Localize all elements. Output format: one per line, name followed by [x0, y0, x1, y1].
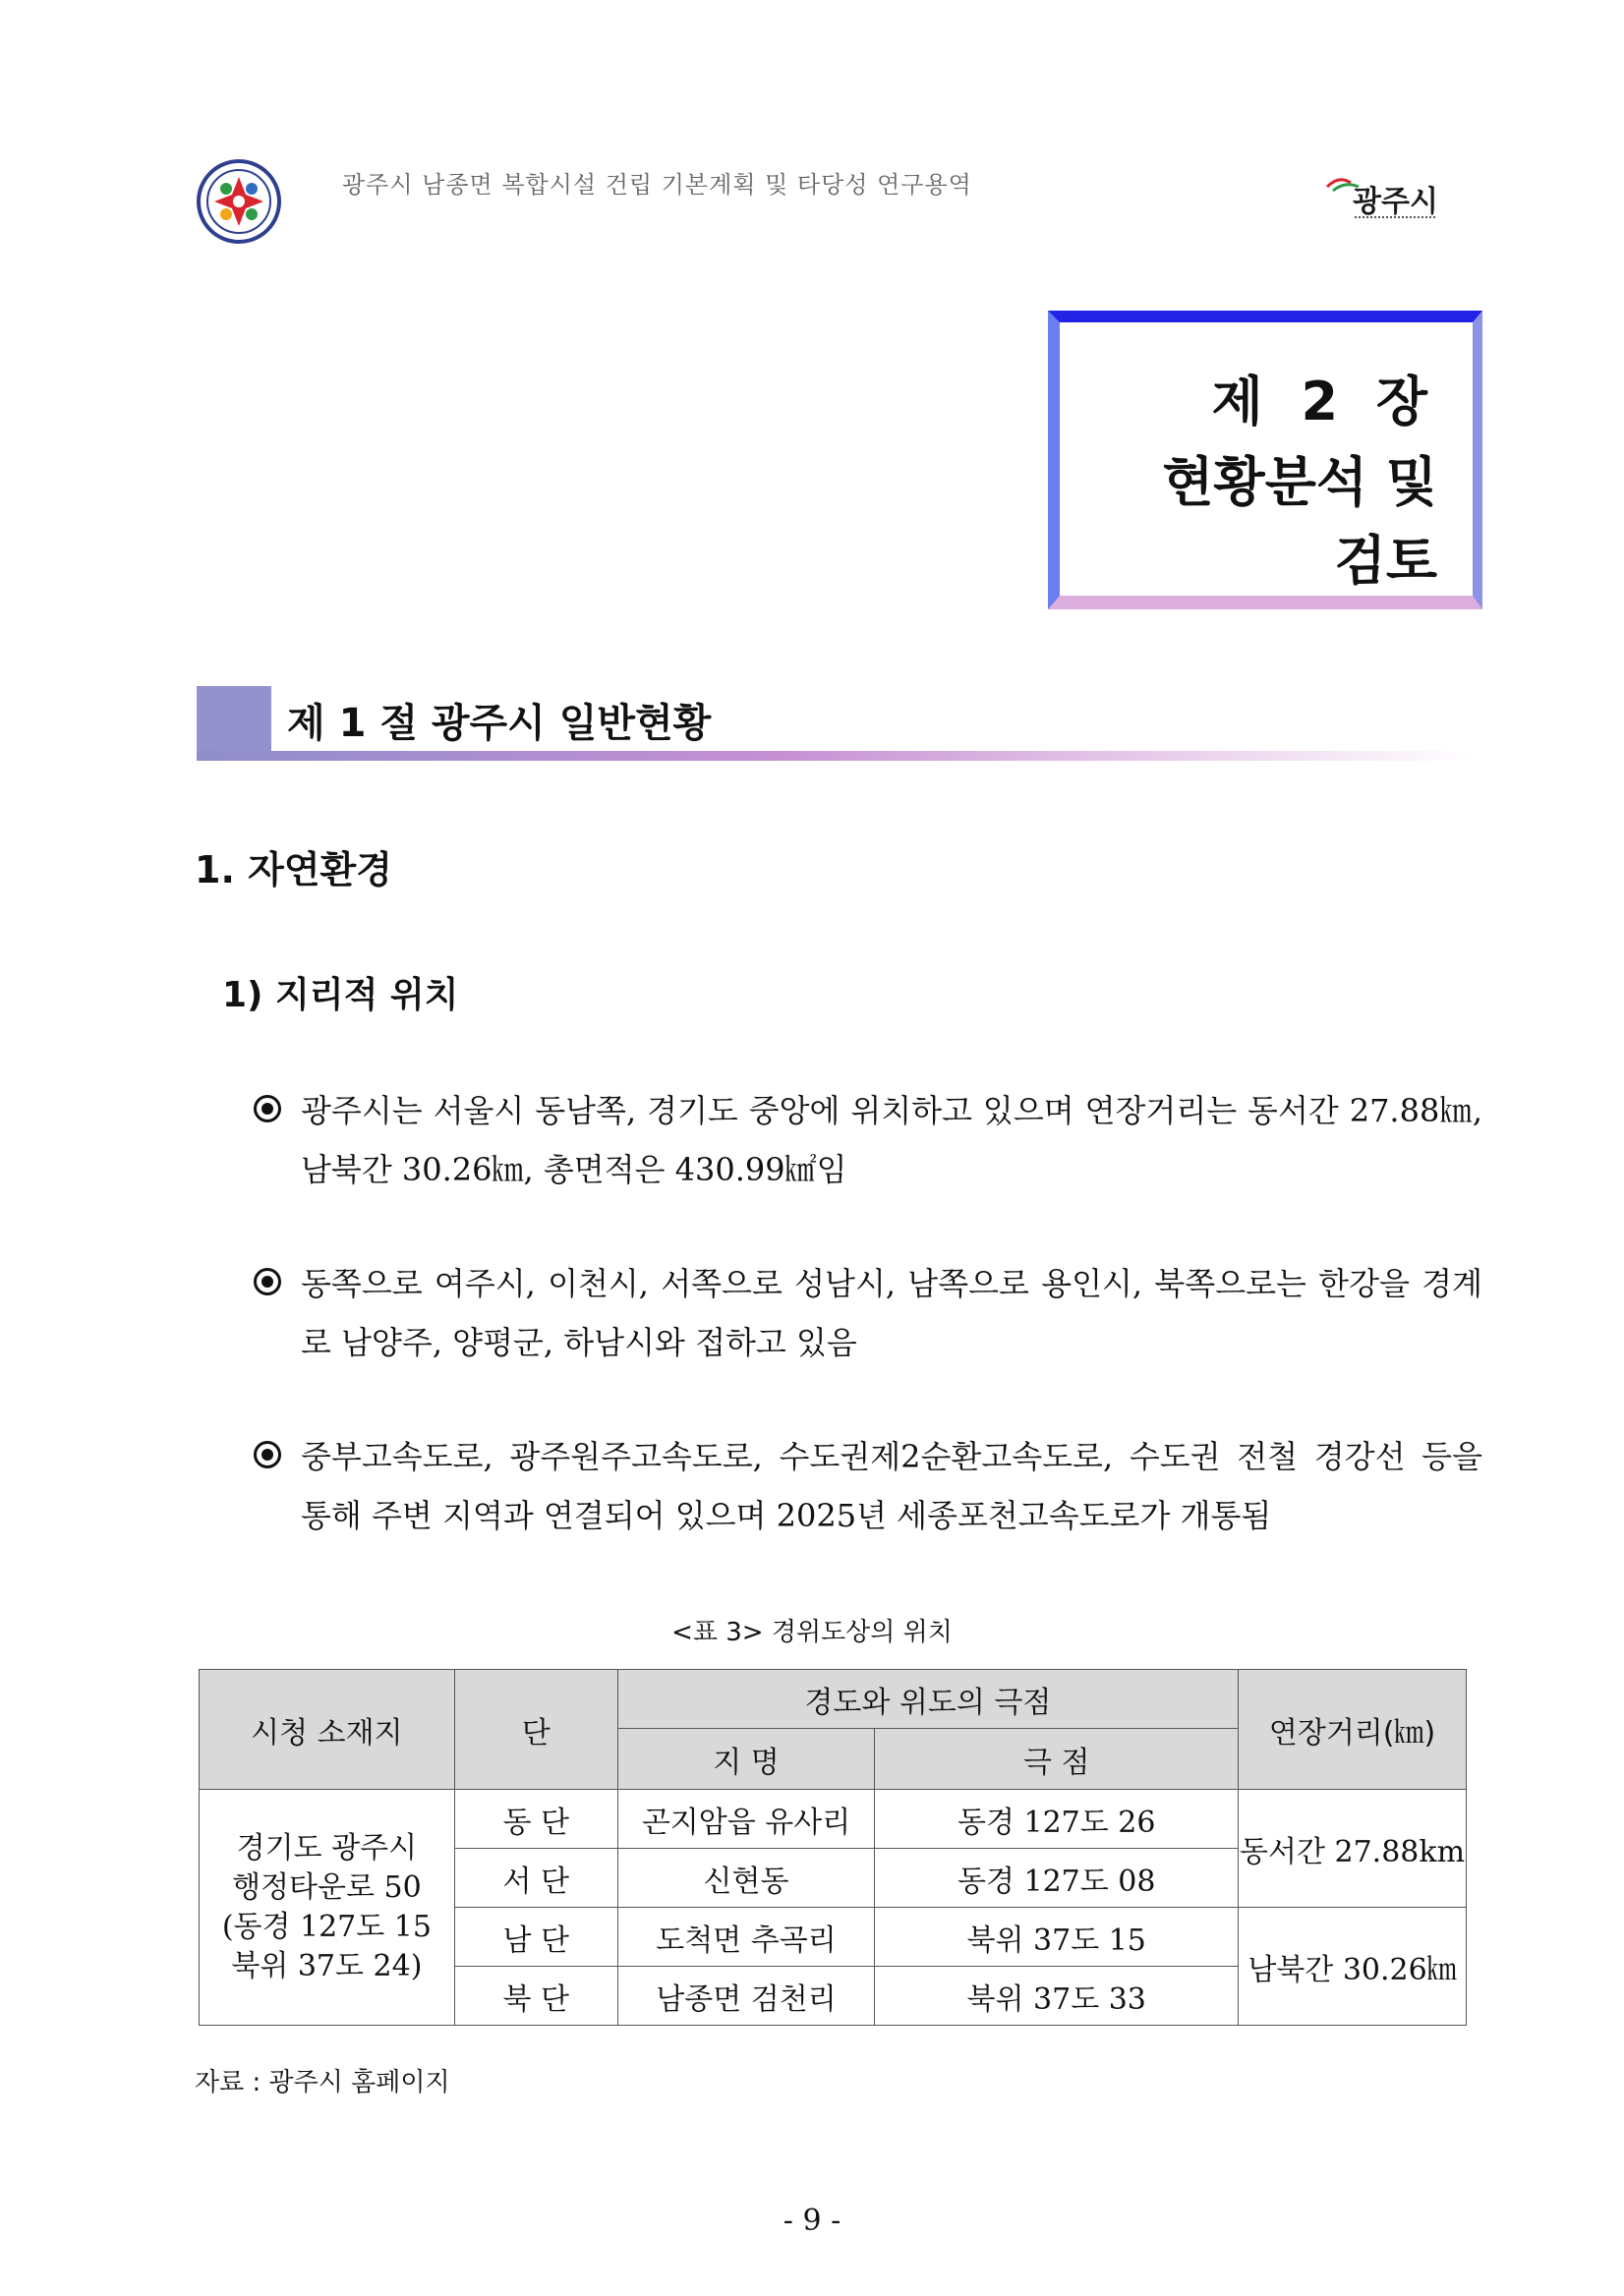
- heading-level1: 1. 자연환경: [195, 848, 392, 891]
- distance-east-west-cell: 동서간 27.88km: [1239, 1790, 1467, 1908]
- table-row: [200, 1790, 1467, 1849]
- bullet-marker-icon: [254, 1268, 281, 1295]
- header-extension-distance: 연장거리(㎞): [1239, 1670, 1467, 1790]
- end-cell: 동 단: [454, 1790, 617, 1849]
- bullet-item: [254, 1254, 1482, 1372]
- place-cell: 도척면 추곡리: [617, 1908, 875, 1967]
- place-cell: 곤지암읍 유사리: [617, 1790, 875, 1849]
- point-cell: 동경 127도 26: [875, 1790, 1239, 1849]
- page-number: - 9 -: [783, 2204, 841, 2238]
- header-city-hall-location: 시청 소재지: [200, 1670, 455, 1790]
- place-cell: 신현동: [617, 1849, 875, 1908]
- city-hall-line: 북위 37도 24): [231, 1948, 423, 1983]
- city-hall-line: (동경 127도 15: [221, 1909, 432, 1944]
- header-end: 단: [454, 1670, 617, 1790]
- section-bar-underline: [197, 751, 1475, 761]
- bullet-item: [254, 1427, 1482, 1545]
- gwangju-city-logo: [1325, 173, 1443, 234]
- chapter-title-line1: 현황분석 및: [1162, 451, 1437, 513]
- document-header-title: 광주시 남종면 복합시설 건립 기본계획 및 타당성 연구용역: [342, 171, 972, 199]
- city-logo-text: 광주시: [1353, 185, 1438, 219]
- section-bar-block: [197, 686, 271, 761]
- bullet-text: 동쪽으로 여주시, 이천시, 서쪽으로 성남시, 남쪽으로 용인시, 북쪽으로는 한강을 경계로 남양주, 양평군, 하남시와 접하고 있음: [301, 1265, 1482, 1361]
- bullet-item: [254, 1081, 1482, 1199]
- bullet-text: 광주시는 서울시 동남쪽, 경기도 중앙에 위치하고 있으며 연장거리는 동서간 27.88㎞, 남북간 30.26㎞, 총면적은 430.99㎢임: [301, 1092, 1482, 1188]
- section-title-bar: [197, 686, 1475, 761]
- bullet-marker-icon: [254, 1095, 281, 1122]
- bullet-marker-icon: [254, 1441, 281, 1468]
- chapter-number: 제 2 장: [1211, 371, 1437, 432]
- point-cell: 북위 37도 33: [875, 1967, 1239, 2026]
- table-source-note: 자료 : 광주시 홈페이지: [195, 2068, 450, 2097]
- coordinates-table: [199, 1669, 1467, 2026]
- end-cell: 서 단: [454, 1849, 617, 1908]
- heading-level2: 1) 지리적 위치: [222, 975, 459, 1015]
- distance-north-south-cell: 남북간 30.26㎞: [1239, 1908, 1467, 2026]
- header-extreme-points: 경도와 위도의 극점: [617, 1670, 1238, 1729]
- chapter-title-box: [1048, 311, 1482, 609]
- city-logo-subtext-line: [1355, 216, 1435, 222]
- section-title: 제 1 절 광주시 일반현황: [287, 701, 712, 746]
- chapter-title-line2: 검토: [1334, 530, 1437, 592]
- end-cell: 남 단: [454, 1908, 617, 1967]
- table-caption: <표 3> 경위도상의 위치: [671, 1618, 953, 1647]
- city-hall-address-cell: [200, 1790, 455, 2026]
- bullet-text: 중부고속도로, 광주원주고속도로, 수도권제2순환고속도로, 수도권 전철 경강선 등을 통해 주변 지역과 연결되어 있으며 2025년 세종포천고속도로가 개통됨: [301, 1438, 1482, 1534]
- place-cell: 남종면 검천리: [617, 1967, 875, 2026]
- city-hall-line: 행정타운로 50: [232, 1869, 422, 1905]
- header-point: 극 점: [875, 1729, 1239, 1790]
- city-hall-line: 경기도 광주시: [236, 1830, 418, 1866]
- point-cell: 북위 37도 15: [875, 1908, 1239, 1967]
- end-cell: 북 단: [454, 1967, 617, 2026]
- header-place-name: 지 명: [617, 1729, 875, 1790]
- city-emblem-logo: [197, 159, 281, 244]
- point-cell: 동경 127도 08: [875, 1849, 1239, 1908]
